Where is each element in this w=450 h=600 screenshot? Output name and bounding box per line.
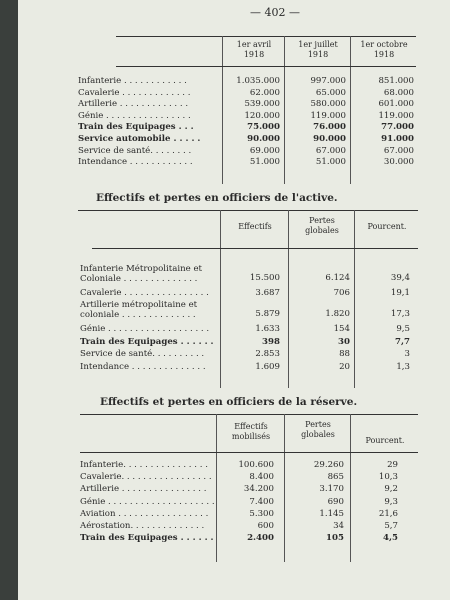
table-row	[78, 76, 416, 87]
cell-value: 119.000	[310, 110, 346, 121]
row-label: Service de santé. . . . . . . . . .	[80, 349, 205, 360]
cell-value: 5.879	[255, 309, 280, 320]
cell-value: 119.000	[378, 110, 414, 121]
cell-value: 91.000	[381, 134, 414, 144]
column-header: 1er avril 1918	[236, 40, 272, 59]
column-header: Effectifs mobilisés	[231, 422, 271, 441]
cell-value: 865	[327, 472, 344, 483]
table-row	[78, 362, 418, 373]
section-title: Effectifs et pertes en officiers de la réserve.	[100, 396, 358, 408]
row-label: Génie . . . . . . . . . . . . . . . .	[78, 110, 191, 121]
row-label: Cavalerie . . . . . . . . . . . . . . . .	[80, 288, 209, 298]
cell-value: 2.853	[255, 349, 280, 360]
cell-value: 65.000	[315, 87, 346, 98]
column-header: 1er juillet 1918	[298, 40, 338, 59]
row-label: Service automobile . . . . .	[78, 134, 201, 144]
header-rule	[80, 452, 216, 453]
cell-value: 62.000	[249, 87, 280, 98]
cell-value: 1,3	[396, 361, 410, 372]
cell-value: 7,7	[395, 336, 410, 347]
table-active-officers	[78, 210, 418, 390]
row-label: Service de santé. . . . . . . .	[78, 145, 192, 156]
cell-value: 1.820	[325, 309, 350, 320]
column-header: Pourcent.	[367, 222, 407, 231]
cell-value: 120.000	[244, 110, 280, 121]
column-header: Effectifs	[238, 222, 272, 231]
cell-value: 8.400	[249, 472, 274, 483]
cell-value: 1.633	[255, 324, 280, 335]
cell-value: 10,3	[378, 472, 398, 483]
cell-value: 4,5	[383, 533, 398, 544]
table-top-rule	[116, 36, 416, 37]
cell-value: 90.000	[247, 134, 280, 144]
cell-value: 3.170	[319, 484, 344, 495]
table-row	[78, 288, 418, 299]
cell-value: 398	[262, 336, 280, 347]
cell-value: 67.000	[383, 145, 414, 156]
row-label: Cavalerie . . . . . . . . . . . . .	[78, 87, 191, 98]
cell-value: 706	[333, 288, 350, 298]
table-row	[78, 300, 418, 320]
cell-value: 154	[333, 324, 350, 335]
cell-value: 34	[333, 521, 344, 531]
row-label: Infanterie . . . . . . . . . . . .	[78, 76, 187, 86]
cell-value: 15.500	[249, 273, 280, 283]
cell-value: 77.000	[381, 122, 414, 133]
cell-value: 34.200	[243, 484, 274, 495]
cell-value: 9,5	[396, 324, 410, 335]
cell-value: 17,3	[390, 309, 410, 320]
cell-value: 7.400	[249, 496, 274, 507]
cell-value: 69.000	[249, 145, 280, 156]
column-header: Pourcent.	[365, 436, 405, 445]
section-title: Effectifs et pertes en officiers de l'active.	[96, 192, 338, 204]
cell-value: 100.600	[238, 460, 274, 470]
table-top-rule	[80, 414, 418, 415]
row-label: Train des Equipages . . .	[78, 122, 194, 133]
row-label: Train des Equipages . . . . . .	[80, 533, 214, 544]
row-label: Artillerie métropolitaine et coloniale . . . . . . . . . . . . . .	[80, 300, 198, 321]
book-page	[18, 0, 450, 600]
table-row	[78, 324, 418, 335]
table-row	[80, 521, 418, 532]
cell-value: 76.000	[313, 122, 346, 133]
header-rule	[220, 248, 418, 249]
row-label: Génie . . . . . . . . . . . . . . . . . . .	[80, 324, 210, 335]
cell-value: 88	[339, 349, 350, 360]
cell-value: 3.687	[255, 288, 280, 298]
row-label: Infanterie. . . . . . . . . . . . . . . .	[80, 460, 208, 470]
row-label: Intendance . . . . . . . . . . . .	[78, 157, 193, 168]
cell-value: 21,6	[378, 508, 398, 519]
page-number: — 402 —	[250, 6, 300, 19]
table-row	[78, 134, 416, 145]
cell-value: 851.000	[378, 76, 414, 86]
cell-value: 29	[387, 460, 398, 470]
cell-value: 580.000	[310, 99, 346, 110]
cell-value: 5,7	[384, 521, 398, 531]
cell-value: 75.000	[247, 122, 280, 133]
row-label: Artillerie . . . . . . . . . . . . .	[78, 99, 189, 110]
row-label: Cavalerie. . . . . . . . . . . . . . . . .	[80, 472, 212, 483]
table-row	[78, 88, 416, 99]
cell-value: 1.609	[255, 361, 280, 372]
row-label: Train des Equipages . . . . . .	[80, 336, 214, 347]
table-row	[78, 349, 418, 360]
cell-value: 997.000	[310, 76, 346, 86]
column-header: Pertes globales	[301, 420, 335, 439]
table-row	[80, 497, 418, 508]
table-row	[78, 122, 416, 133]
row-label: Génie . . . . . . . . . . . . . . . . . . . .	[80, 496, 215, 507]
cell-value: 30.000	[383, 157, 414, 168]
table-row	[78, 157, 416, 168]
table-row	[78, 264, 418, 284]
cell-value: 601.000	[378, 99, 414, 110]
row-label: Artillerie . . . . . . . . . . . . . . . .	[80, 484, 207, 495]
row-label: Aérostation. . . . . . . . . . . . . .	[80, 521, 205, 531]
cell-value: 600	[257, 521, 274, 531]
table-top-rule	[78, 210, 418, 211]
cell-value: 3	[404, 349, 410, 360]
table-row	[78, 111, 416, 122]
table-row	[80, 509, 418, 520]
header-rule	[92, 248, 220, 249]
column-header: 1er octobre 1918	[360, 40, 408, 59]
table-row	[80, 460, 418, 471]
table-row	[78, 99, 416, 110]
header-rule	[116, 66, 416, 67]
cell-value: 9,3	[384, 496, 398, 507]
table-row	[80, 484, 418, 495]
cell-value: 30	[338, 336, 350, 347]
cell-value: 5.300	[249, 508, 274, 519]
cell-value: 9,2	[384, 484, 398, 495]
cell-value: 29.260	[313, 460, 344, 470]
cell-value: 68.000	[383, 87, 414, 98]
column-header: Pertes globales	[305, 216, 339, 235]
table-strength-1918	[78, 36, 416, 186]
cell-value: 1.035.000	[236, 76, 280, 86]
cell-value: 1.145	[319, 508, 344, 519]
cell-value: 2.400	[247, 533, 274, 544]
table-reserve-officers	[80, 414, 418, 564]
cell-value: 39,4	[390, 273, 410, 283]
cell-value: 51.000	[315, 157, 346, 168]
cell-value: 90.000	[313, 134, 346, 144]
cell-value: 20	[339, 361, 350, 372]
table-row	[80, 472, 418, 483]
row-label: Intendance . . . . . . . . . . . . . .	[80, 361, 206, 372]
table-row	[80, 533, 418, 544]
cell-value: 105	[326, 533, 344, 544]
table-row	[78, 337, 418, 348]
table-row	[78, 146, 416, 157]
cell-value: 6.124	[325, 273, 350, 283]
cell-value: 19,1	[390, 288, 410, 298]
row-label: Aviation . . . . . . . . . . . . . . . . .	[80, 508, 209, 519]
row-label: Infanterie Métropolitaine et Coloniale . . . . . . . . . . . . . .	[80, 264, 202, 284]
cell-value: 51.000	[249, 157, 280, 168]
cell-value: 67.000	[315, 145, 346, 156]
header-rule	[216, 452, 418, 453]
cell-value: 690	[327, 496, 344, 507]
cell-value: 539.000	[244, 99, 280, 110]
